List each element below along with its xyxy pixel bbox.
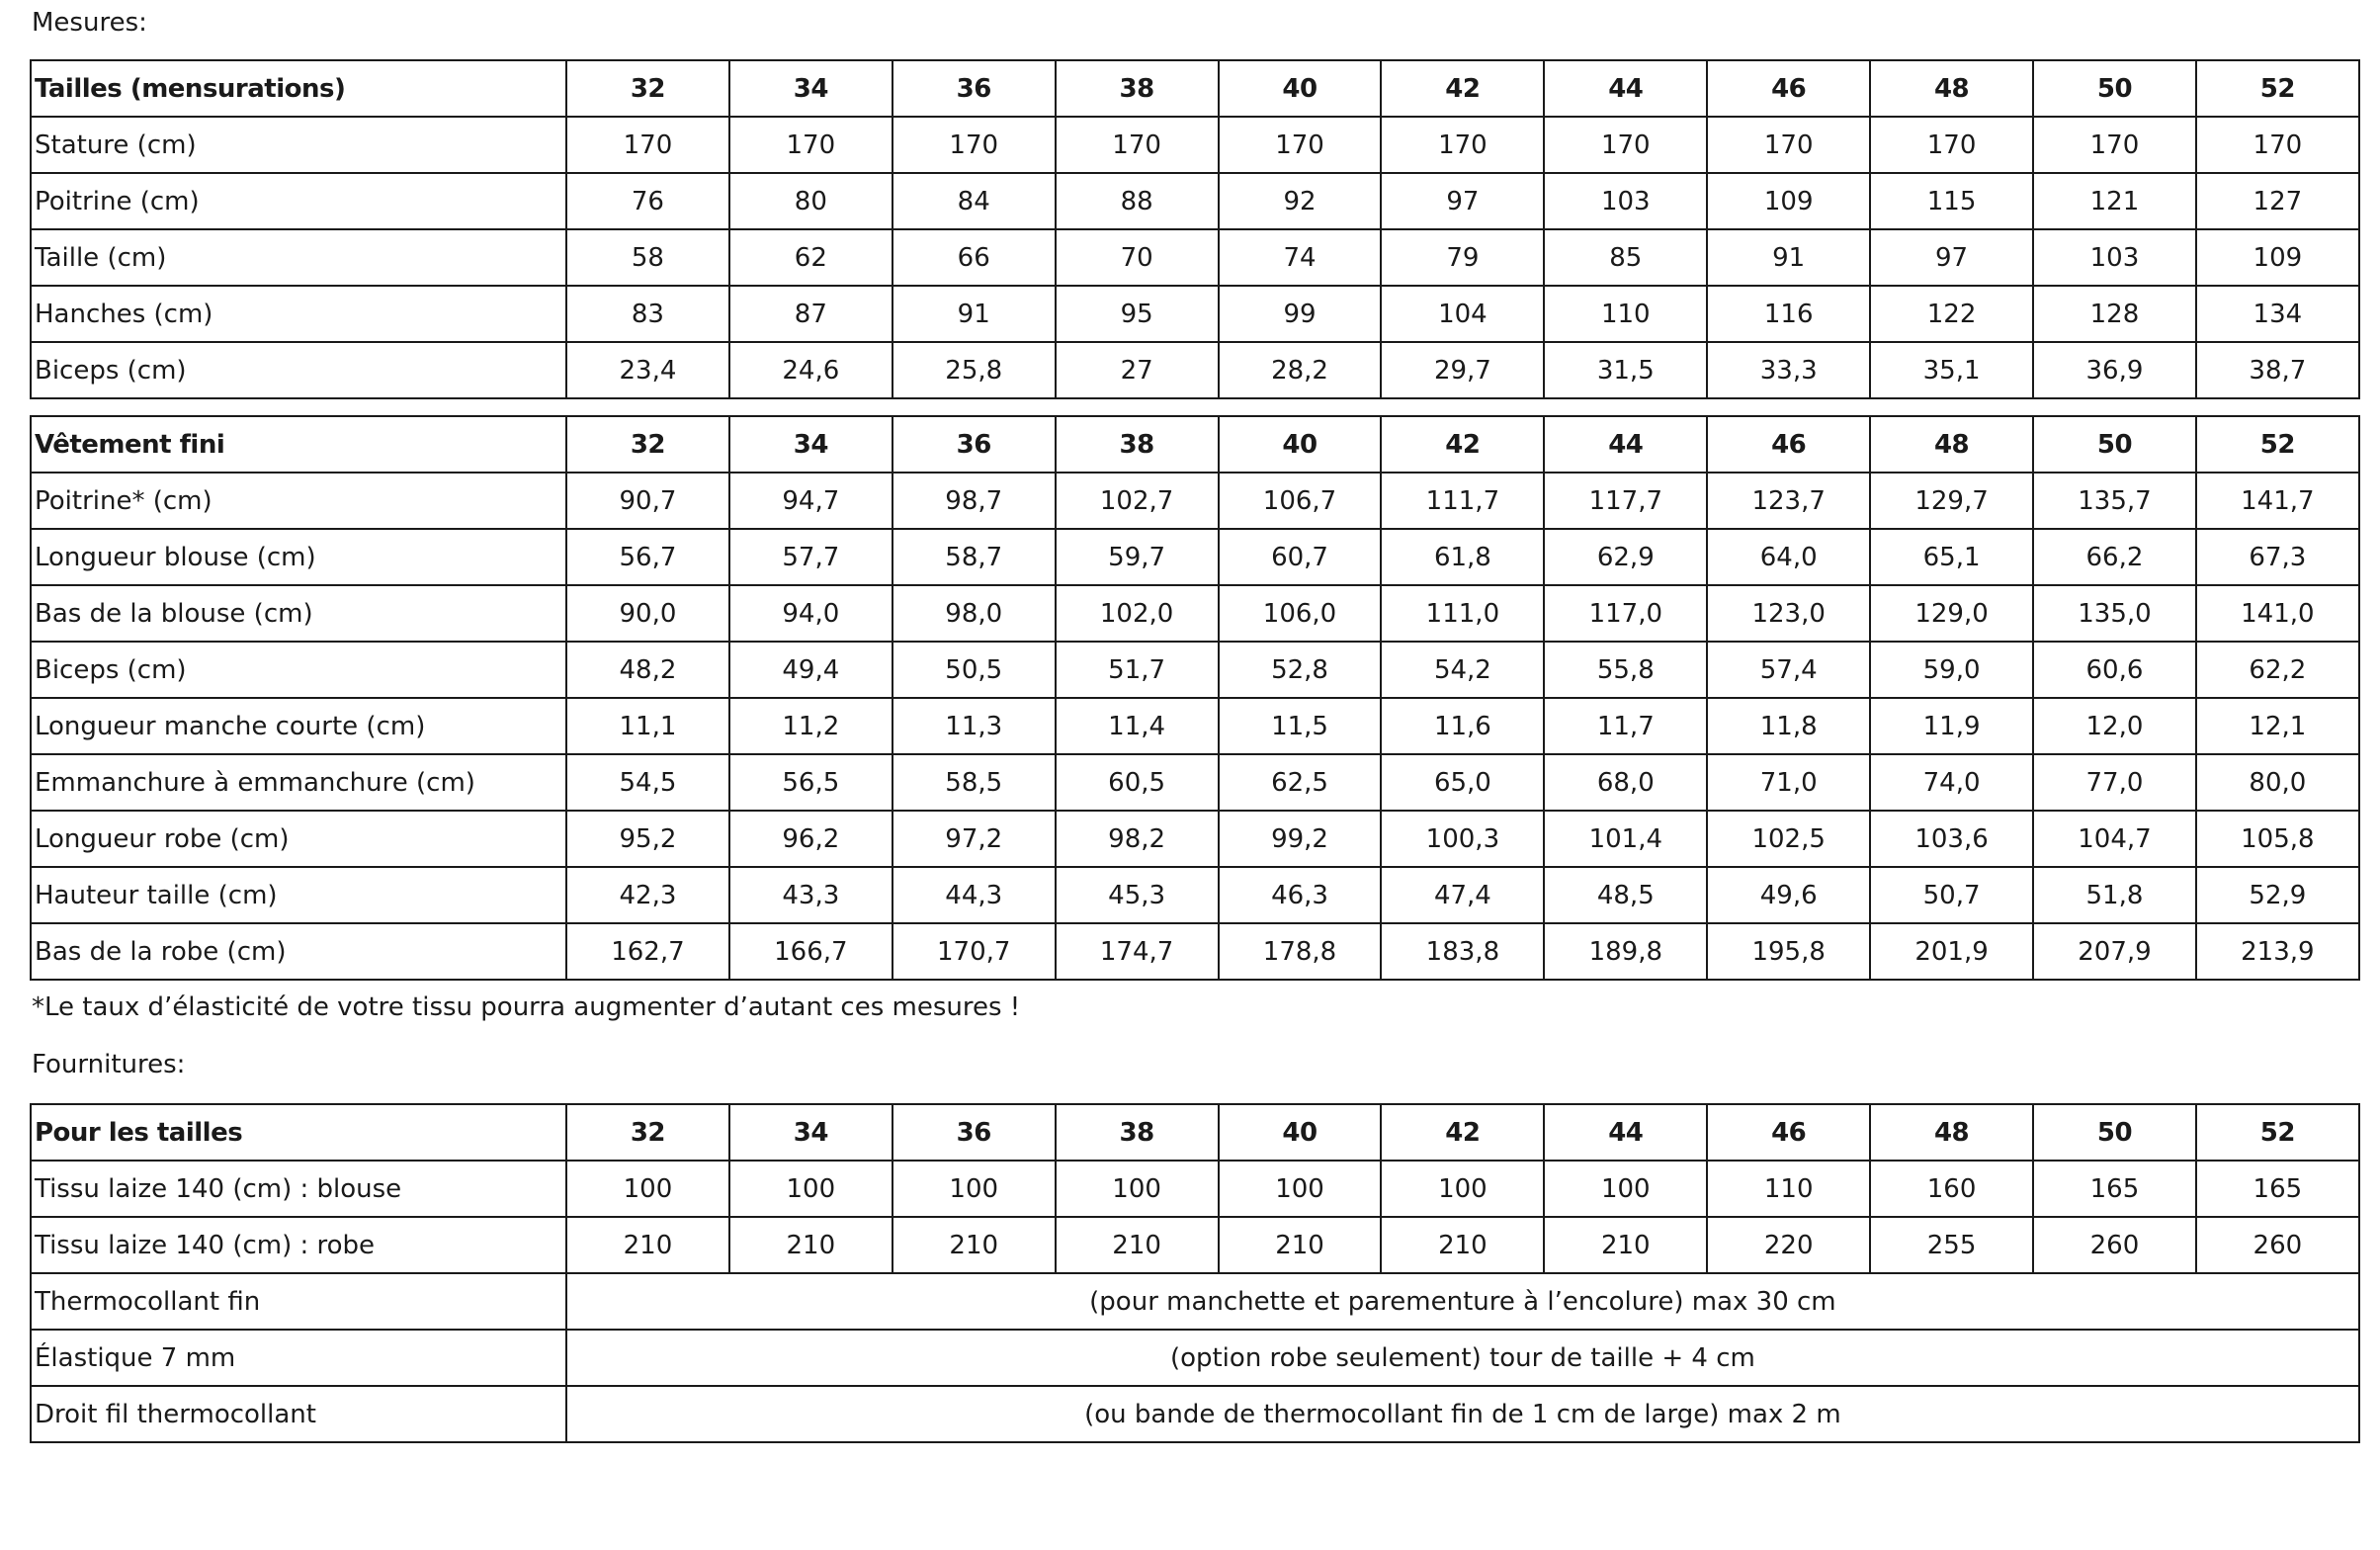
value-cell: 11,7 <box>1544 698 1707 754</box>
value-cell: 121 <box>2033 173 2196 229</box>
value-cell: 35,1 <box>1870 342 2033 398</box>
value-cell: 170 <box>1870 117 2033 173</box>
size-header-cell: 40 <box>1219 60 1382 117</box>
value-cell: 62,9 <box>1544 529 1707 585</box>
table-row <box>31 173 2359 229</box>
size-header-cell: 42 <box>1381 416 1544 473</box>
value-cell: 60,7 <box>1219 529 1382 585</box>
value-cell: 170 <box>1219 117 1382 173</box>
value-cell: 213,9 <box>2196 923 2359 980</box>
table-header-row <box>31 416 2359 473</box>
value-cell: 103,6 <box>1870 811 2033 867</box>
value-cell: 102,7 <box>1056 473 1219 529</box>
value-cell: 101,4 <box>1544 811 1707 867</box>
row-label: Poitrine* (cm) <box>31 473 566 529</box>
size-header-cell: 36 <box>892 1104 1056 1161</box>
value-cell: 62 <box>729 229 892 286</box>
value-cell: 11,4 <box>1056 698 1219 754</box>
value-cell: 92 <box>1219 173 1382 229</box>
value-cell: 91 <box>892 286 1056 342</box>
value-cell: 210 <box>566 1217 729 1273</box>
value-cell: 62,2 <box>2196 642 2359 698</box>
value-cell: 104 <box>1381 286 1544 342</box>
value-cell: 11,3 <box>892 698 1056 754</box>
value-cell: 51,8 <box>2033 867 2196 923</box>
value-cell: 64,0 <box>1707 529 1870 585</box>
size-header-cell: 32 <box>566 60 729 117</box>
value-cell: 79 <box>1381 229 1544 286</box>
value-cell: 12,1 <box>2196 698 2359 754</box>
value-cell: 134 <box>2196 286 2359 342</box>
value-cell: 170 <box>566 117 729 173</box>
span-value-cell: (pour manchette et parementure à l’encolure) max 30 cm <box>566 1273 2359 1330</box>
value-cell: 100 <box>566 1161 729 1217</box>
size-header-cell: 38 <box>1056 1104 1219 1161</box>
value-cell: 38,7 <box>2196 342 2359 398</box>
value-cell: 88 <box>1056 173 1219 229</box>
row-label: Bas de la blouse (cm) <box>31 585 566 642</box>
value-cell: 74 <box>1219 229 1382 286</box>
row-label: Tissu laize 140 (cm) : robe <box>31 1217 566 1273</box>
size-header-cell: 52 <box>2196 416 2359 473</box>
value-cell: 210 <box>1056 1217 1219 1273</box>
value-cell: 109 <box>2196 229 2359 286</box>
header-title-cell: Vêtement fini <box>31 416 566 473</box>
value-cell: 61,8 <box>1381 529 1544 585</box>
size-chart-page <box>30 0 2358 1443</box>
table-header-row <box>31 60 2359 117</box>
value-cell: 11,9 <box>1870 698 2033 754</box>
value-cell: 141,0 <box>2196 585 2359 642</box>
supplies-table <box>30 1103 2360 1443</box>
value-cell: 135,0 <box>2033 585 2196 642</box>
size-header-cell: 46 <box>1707 416 1870 473</box>
table-row <box>31 1330 2359 1386</box>
size-header-cell: 44 <box>1544 60 1707 117</box>
value-cell: 260 <box>2033 1217 2196 1273</box>
row-label: Tissu laize 140 (cm) : blouse <box>31 1161 566 1217</box>
value-cell: 103 <box>1544 173 1707 229</box>
value-cell: 111,0 <box>1381 585 1544 642</box>
value-cell: 67,3 <box>2196 529 2359 585</box>
value-cell: 97 <box>1381 173 1544 229</box>
value-cell: 165 <box>2196 1161 2359 1217</box>
value-cell: 60,5 <box>1056 754 1219 811</box>
value-cell: 50,5 <box>892 642 1056 698</box>
value-cell: 123,7 <box>1707 473 1870 529</box>
value-cell: 141,7 <box>2196 473 2359 529</box>
value-cell: 210 <box>729 1217 892 1273</box>
value-cell: 170 <box>2196 117 2359 173</box>
size-header-cell: 42 <box>1381 60 1544 117</box>
value-cell: 128 <box>2033 286 2196 342</box>
value-cell: 174,7 <box>1056 923 1219 980</box>
table-row <box>31 754 2359 811</box>
table-row <box>31 585 2359 642</box>
value-cell: 25,8 <box>892 342 1056 398</box>
finished-garment-table <box>30 415 2360 981</box>
value-cell: 123,0 <box>1707 585 1870 642</box>
row-label: Emmanchure à emmanchure (cm) <box>31 754 566 811</box>
value-cell: 65,1 <box>1870 529 2033 585</box>
row-label: Hanches (cm) <box>31 286 566 342</box>
value-cell: 91 <box>1707 229 1870 286</box>
value-cell: 127 <box>2196 173 2359 229</box>
value-cell: 54,2 <box>1381 642 1544 698</box>
size-header-cell: 32 <box>566 1104 729 1161</box>
value-cell: 43,3 <box>729 867 892 923</box>
size-header-cell: 52 <box>2196 60 2359 117</box>
row-label: Thermocollant fin <box>31 1273 566 1330</box>
size-header-cell: 44 <box>1544 1104 1707 1161</box>
row-label: Taille (cm) <box>31 229 566 286</box>
table-row <box>31 1161 2359 1217</box>
value-cell: 129,7 <box>1870 473 2033 529</box>
value-cell: 51,7 <box>1056 642 1219 698</box>
value-cell: 33,3 <box>1707 342 1870 398</box>
row-label: Bas de la robe (cm) <box>31 923 566 980</box>
value-cell: 46,3 <box>1219 867 1382 923</box>
size-header-cell: 48 <box>1870 60 2033 117</box>
size-header-cell: 42 <box>1381 1104 1544 1161</box>
size-header-cell: 52 <box>2196 1104 2359 1161</box>
value-cell: 170 <box>729 117 892 173</box>
value-cell: 68,0 <box>1544 754 1707 811</box>
value-cell: 57,7 <box>729 529 892 585</box>
value-cell: 110 <box>1707 1161 1870 1217</box>
value-cell: 62,5 <box>1219 754 1382 811</box>
value-cell: 97,2 <box>892 811 1056 867</box>
row-label: Longueur blouse (cm) <box>31 529 566 585</box>
size-header-cell: 50 <box>2033 416 2196 473</box>
table-row <box>31 529 2359 585</box>
table-row <box>31 1217 2359 1273</box>
value-cell: 210 <box>892 1217 1056 1273</box>
value-cell: 102,0 <box>1056 585 1219 642</box>
value-cell: 117,0 <box>1544 585 1707 642</box>
value-cell: 106,7 <box>1219 473 1382 529</box>
table-row <box>31 1273 2359 1330</box>
table-row <box>31 229 2359 286</box>
value-cell: 56,5 <box>729 754 892 811</box>
table-row <box>31 117 2359 173</box>
value-cell: 66,2 <box>2033 529 2196 585</box>
value-cell: 100 <box>729 1161 892 1217</box>
value-cell: 52,8 <box>1219 642 1382 698</box>
value-cell: 59,0 <box>1870 642 2033 698</box>
value-cell: 59,7 <box>1056 529 1219 585</box>
value-cell: 74,0 <box>1870 754 2033 811</box>
value-cell: 106,0 <box>1219 585 1382 642</box>
value-cell: 47,4 <box>1381 867 1544 923</box>
size-header-cell: 50 <box>2033 1104 2196 1161</box>
value-cell: 11,1 <box>566 698 729 754</box>
value-cell: 94,0 <box>729 585 892 642</box>
value-cell: 77,0 <box>2033 754 2196 811</box>
value-cell: 57,4 <box>1707 642 1870 698</box>
value-cell: 220 <box>1707 1217 1870 1273</box>
row-label: Élastique 7 mm <box>31 1330 566 1386</box>
value-cell: 170 <box>1544 117 1707 173</box>
value-cell: 210 <box>1544 1217 1707 1273</box>
row-label: Droit fil thermocollant <box>31 1386 566 1442</box>
value-cell: 66 <box>892 229 1056 286</box>
value-cell: 99,2 <box>1219 811 1382 867</box>
value-cell: 100,3 <box>1381 811 1544 867</box>
value-cell: 49,6 <box>1707 867 1870 923</box>
value-cell: 97 <box>1870 229 2033 286</box>
value-cell: 255 <box>1870 1217 2033 1273</box>
size-header-cell: 48 <box>1870 416 2033 473</box>
value-cell: 29,7 <box>1381 342 1544 398</box>
value-cell: 90,7 <box>566 473 729 529</box>
value-cell: 170 <box>892 117 1056 173</box>
size-header-cell: 36 <box>892 60 1056 117</box>
row-label: Stature (cm) <box>31 117 566 173</box>
value-cell: 116 <box>1707 286 1870 342</box>
row-label: Biceps (cm) <box>31 642 566 698</box>
value-cell: 189,8 <box>1544 923 1707 980</box>
value-cell: 129,0 <box>1870 585 2033 642</box>
value-cell: 44,3 <box>892 867 1056 923</box>
value-cell: 49,4 <box>729 642 892 698</box>
value-cell: 210 <box>1381 1217 1544 1273</box>
value-cell: 24,6 <box>729 342 892 398</box>
value-cell: 102,5 <box>1707 811 1870 867</box>
value-cell: 100 <box>1219 1161 1382 1217</box>
value-cell: 135,7 <box>2033 473 2196 529</box>
value-cell: 58,7 <box>892 529 1056 585</box>
value-cell: 98,7 <box>892 473 1056 529</box>
value-cell: 50,7 <box>1870 867 2033 923</box>
table-row <box>31 811 2359 867</box>
row-label: Hauteur taille (cm) <box>31 867 566 923</box>
size-header-cell: 38 <box>1056 416 1219 473</box>
value-cell: 105,8 <box>2196 811 2359 867</box>
size-header-cell: 40 <box>1219 1104 1382 1161</box>
value-cell: 104,7 <box>2033 811 2196 867</box>
value-cell: 76 <box>566 173 729 229</box>
elasticity-note: *Le taux d’élasticité de votre tissu pourra augmenter d’autant ces mesures ! <box>32 992 1021 1022</box>
value-cell: 11,8 <box>1707 698 1870 754</box>
value-cell: 55,8 <box>1544 642 1707 698</box>
table-row <box>31 698 2359 754</box>
table-row <box>31 923 2359 980</box>
value-cell: 70 <box>1056 229 1219 286</box>
value-cell: 260 <box>2196 1217 2359 1273</box>
span-value-cell: (ou bande de thermocollant fin de 1 cm de large) max 2 m <box>566 1386 2359 1442</box>
value-cell: 58,5 <box>892 754 1056 811</box>
value-cell: 183,8 <box>1381 923 1544 980</box>
value-cell: 100 <box>1381 1161 1544 1217</box>
value-cell: 109 <box>1707 173 1870 229</box>
value-cell: 99 <box>1219 286 1382 342</box>
value-cell: 96,2 <box>729 811 892 867</box>
table-row <box>31 286 2359 342</box>
row-label: Longueur manche courte (cm) <box>31 698 566 754</box>
value-cell: 170,7 <box>892 923 1056 980</box>
value-cell: 95 <box>1056 286 1219 342</box>
value-cell: 28,2 <box>1219 342 1382 398</box>
size-header-cell: 32 <box>566 416 729 473</box>
value-cell: 23,4 <box>566 342 729 398</box>
value-cell: 27 <box>1056 342 1219 398</box>
size-header-cell: 50 <box>2033 60 2196 117</box>
value-cell: 195,8 <box>1707 923 1870 980</box>
value-cell: 85 <box>1544 229 1707 286</box>
value-cell: 71,0 <box>1707 754 1870 811</box>
size-header-cell: 34 <box>729 1104 892 1161</box>
size-header-cell: 40 <box>1219 416 1382 473</box>
table-row <box>31 473 2359 529</box>
value-cell: 36,9 <box>2033 342 2196 398</box>
row-label: Longueur robe (cm) <box>31 811 566 867</box>
value-cell: 98,2 <box>1056 811 1219 867</box>
size-header-cell: 44 <box>1544 416 1707 473</box>
value-cell: 100 <box>1544 1161 1707 1217</box>
value-cell: 11,5 <box>1219 698 1382 754</box>
value-cell: 160 <box>1870 1161 2033 1217</box>
value-cell: 100 <box>892 1161 1056 1217</box>
value-cell: 98,0 <box>892 585 1056 642</box>
value-cell: 52,9 <box>2196 867 2359 923</box>
value-cell: 58 <box>566 229 729 286</box>
mesures-label: Mesures: <box>32 8 147 38</box>
value-cell: 12,0 <box>2033 698 2196 754</box>
value-cell: 84 <box>892 173 1056 229</box>
value-cell: 170 <box>2033 117 2196 173</box>
row-label: Poitrine (cm) <box>31 173 566 229</box>
value-cell: 87 <box>729 286 892 342</box>
value-cell: 48,5 <box>1544 867 1707 923</box>
value-cell: 111,7 <box>1381 473 1544 529</box>
size-header-cell: 36 <box>892 416 1056 473</box>
value-cell: 11,6 <box>1381 698 1544 754</box>
size-header-cell: 46 <box>1707 60 1870 117</box>
measurements-table <box>30 59 2360 399</box>
value-cell: 201,9 <box>1870 923 2033 980</box>
value-cell: 100 <box>1056 1161 1219 1217</box>
value-cell: 115 <box>1870 173 2033 229</box>
value-cell: 170 <box>1056 117 1219 173</box>
size-header-cell: 46 <box>1707 1104 1870 1161</box>
value-cell: 54,5 <box>566 754 729 811</box>
table-header-row <box>31 1104 2359 1161</box>
span-value-cell: (option robe seulement) tour de taille + 4 cm <box>566 1330 2359 1386</box>
value-cell: 170 <box>1707 117 1870 173</box>
value-cell: 122 <box>1870 286 2033 342</box>
value-cell: 117,7 <box>1544 473 1707 529</box>
table-row <box>31 1386 2359 1442</box>
value-cell: 83 <box>566 286 729 342</box>
table-row <box>31 867 2359 923</box>
size-header-cell: 34 <box>729 60 892 117</box>
value-cell: 95,2 <box>566 811 729 867</box>
value-cell: 170 <box>1381 117 1544 173</box>
value-cell: 42,3 <box>566 867 729 923</box>
value-cell: 45,3 <box>1056 867 1219 923</box>
value-cell: 11,2 <box>729 698 892 754</box>
value-cell: 110 <box>1544 286 1707 342</box>
row-label: Biceps (cm) <box>31 342 566 398</box>
table-row <box>31 342 2359 398</box>
size-header-cell: 48 <box>1870 1104 2033 1161</box>
size-header-cell: 38 <box>1056 60 1219 117</box>
value-cell: 207,9 <box>2033 923 2196 980</box>
value-cell: 165 <box>2033 1161 2196 1217</box>
value-cell: 80,0 <box>2196 754 2359 811</box>
value-cell: 31,5 <box>1544 342 1707 398</box>
header-title-cell: Tailles (mensurations) <box>31 60 566 117</box>
value-cell: 166,7 <box>729 923 892 980</box>
value-cell: 90,0 <box>566 585 729 642</box>
value-cell: 56,7 <box>566 529 729 585</box>
size-header-cell: 34 <box>729 416 892 473</box>
value-cell: 48,2 <box>566 642 729 698</box>
value-cell: 65,0 <box>1381 754 1544 811</box>
value-cell: 162,7 <box>566 923 729 980</box>
table-row <box>31 642 2359 698</box>
fournitures-label: Fournitures: <box>32 1050 186 1079</box>
value-cell: 178,8 <box>1219 923 1382 980</box>
header-title-cell: Pour les tailles <box>31 1104 566 1161</box>
value-cell: 103 <box>2033 229 2196 286</box>
value-cell: 94,7 <box>729 473 892 529</box>
value-cell: 60,6 <box>2033 642 2196 698</box>
value-cell: 80 <box>729 173 892 229</box>
value-cell: 210 <box>1219 1217 1382 1273</box>
